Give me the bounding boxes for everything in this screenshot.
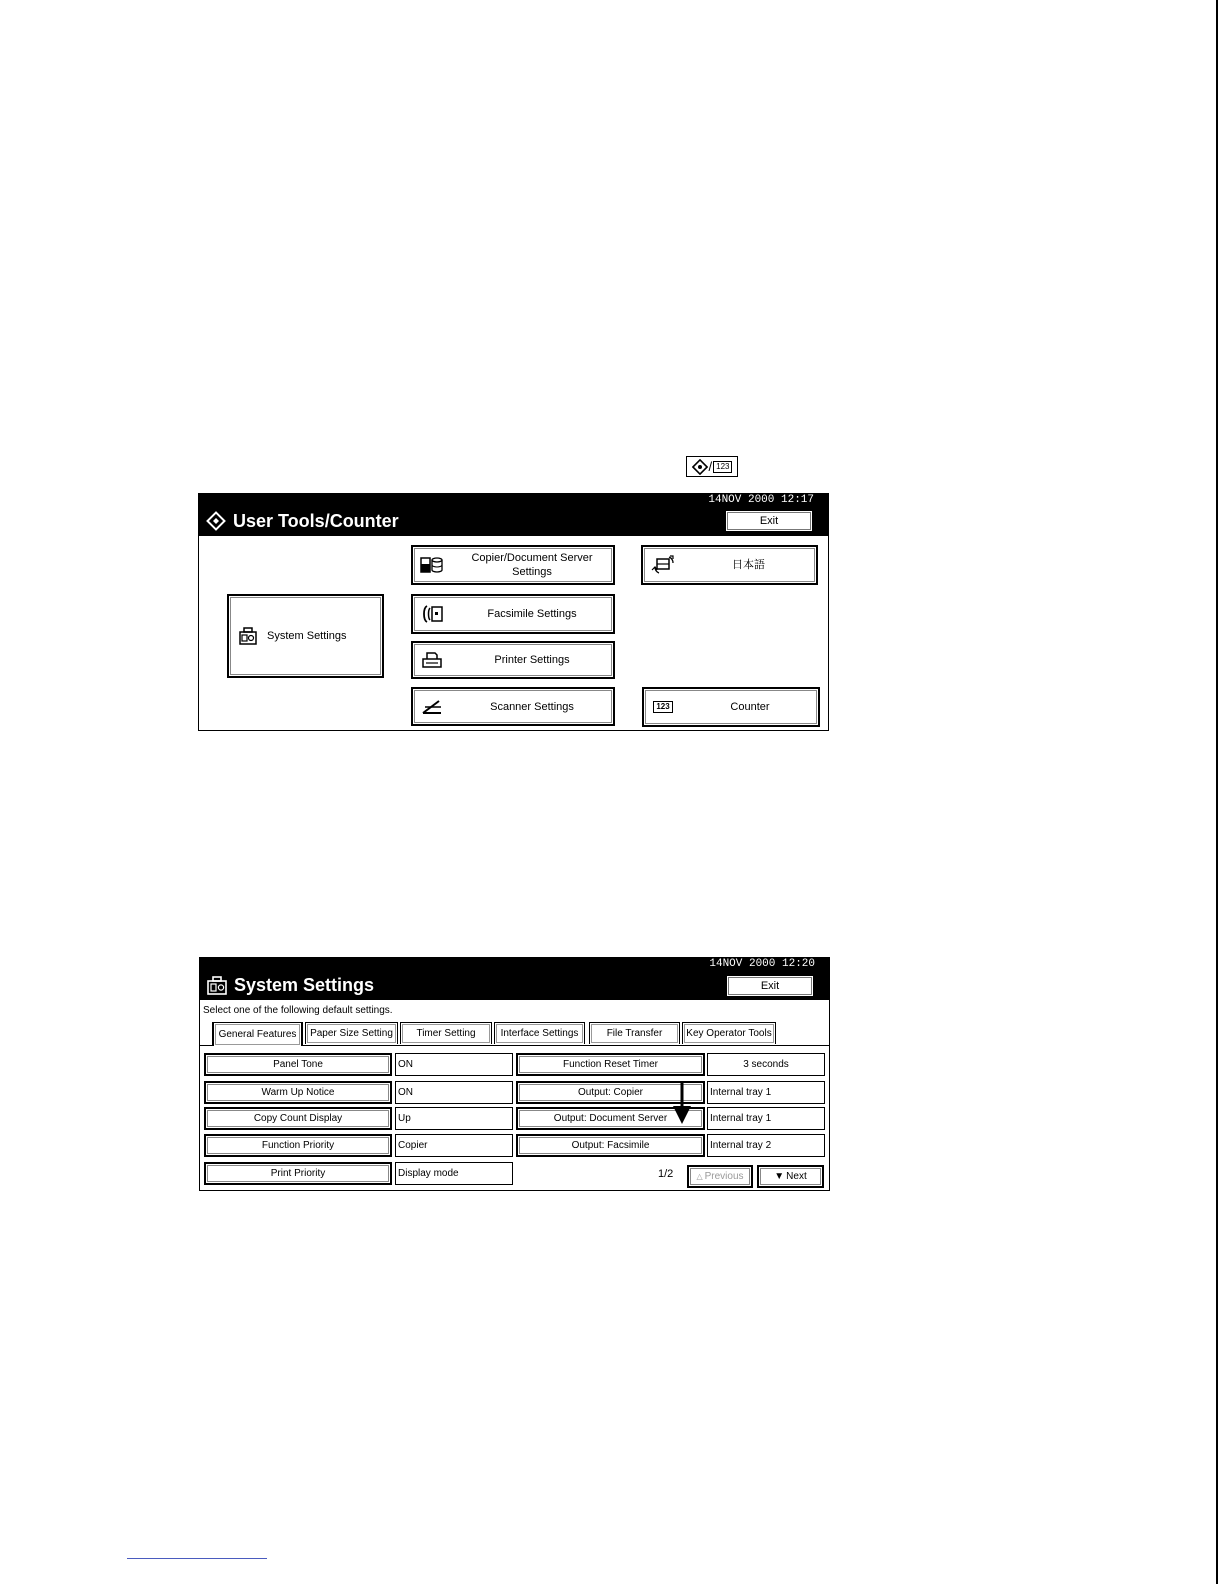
- system-settings-button[interactable]: System Settings: [227, 594, 384, 678]
- page-title: User Tools/Counter: [233, 510, 399, 531]
- counter-icon: 123: [644, 701, 682, 713]
- function-reset-timer-button[interactable]: Function Reset Timer: [516, 1053, 705, 1076]
- settings-tabs: [200, 1022, 829, 1046]
- function-priority-button[interactable]: Function Priority: [204, 1134, 392, 1157]
- copy-count-display-button[interactable]: Copy Count Display: [204, 1107, 392, 1130]
- language-switch-icon: [643, 555, 681, 575]
- page-edge-rule: [1216, 0, 1218, 1584]
- function-reset-timer-value: 3 seconds: [707, 1053, 825, 1076]
- tab-general-features[interactable]: General Features: [212, 1022, 303, 1046]
- printer-settings-button[interactable]: Printer Settings: [411, 641, 615, 679]
- page-title: System Settings: [234, 974, 375, 995]
- next-button[interactable]: ▼ Next: [757, 1165, 824, 1188]
- tab-interface-settings[interactable]: Interface Settings: [494, 1022, 585, 1044]
- scanner-icon: [413, 698, 451, 716]
- copier-document-server-settings-button[interactable]: Copier/Document Server Settings: [411, 545, 615, 585]
- triangle-down-icon: ▼: [774, 1171, 785, 1182]
- user-tools-counter-key: / 123: [686, 456, 738, 477]
- exit-button[interactable]: Exit: [725, 974, 815, 998]
- status-datetime: 14NOV 2000 12:17: [199, 494, 828, 506]
- instruction-text: Select one of the following default settings.: [203, 1005, 393, 1016]
- warm-up-notice-button[interactable]: Warm Up Notice: [204, 1081, 392, 1104]
- tab-timer-setting[interactable]: Timer Setting: [400, 1022, 492, 1044]
- output-document-server-value: Internal tray 1: [707, 1107, 825, 1130]
- user-tools-screen: [198, 493, 829, 731]
- counter-icon: 123: [713, 461, 732, 473]
- output-facsimile-value: Internal tray 2: [707, 1134, 825, 1157]
- copier-document-server-icon: [413, 556, 451, 574]
- output-document-server-button[interactable]: Output: Document Server: [516, 1107, 705, 1130]
- print-priority-button[interactable]: Print Priority: [204, 1162, 392, 1185]
- system-settings-icon: [229, 626, 267, 646]
- footnote-rule: [127, 1558, 267, 1559]
- facsimile-settings-button[interactable]: Facsimile Settings: [411, 594, 615, 634]
- panel-tone-value: ON: [395, 1053, 513, 1076]
- page-indicator: 1/2: [658, 1168, 674, 1180]
- system-settings-screen: [199, 957, 830, 1191]
- tab-paper-size-setting[interactable]: Paper Size Setting: [305, 1022, 398, 1044]
- previous-button[interactable]: △ Previous: [687, 1165, 753, 1188]
- double-chevron-up-icon: △: [696, 1172, 703, 1181]
- tab-file-transfer[interactable]: File Transfer: [589, 1022, 680, 1044]
- counter-button[interactable]: 123 Counter: [642, 687, 820, 727]
- exit-button[interactable]: Exit: [724, 509, 814, 533]
- language-button[interactable]: 日本語: [641, 545, 818, 585]
- down-arrow-icon: [672, 1082, 692, 1124]
- panel-tone-button[interactable]: Panel Tone: [204, 1053, 392, 1076]
- scanner-settings-button[interactable]: Scanner Settings: [411, 687, 615, 726]
- tab-key-operator-tools[interactable]: Key Operator Tools: [682, 1022, 776, 1044]
- warm-up-notice-value: ON: [395, 1081, 513, 1104]
- print-priority-value: Display mode: [395, 1162, 513, 1185]
- function-priority-value: Copier: [395, 1134, 513, 1157]
- facsimile-icon: [413, 604, 451, 624]
- output-facsimile-button[interactable]: Output: Facsimile: [516, 1134, 705, 1157]
- output-copier-value: Internal tray 1: [707, 1081, 825, 1104]
- user-tools-icon: [692, 459, 708, 475]
- status-datetime: 14NOV 2000 12:20: [200, 958, 829, 970]
- user-tools-icon: [203, 508, 229, 534]
- output-copier-button[interactable]: Output: Copier: [516, 1081, 705, 1104]
- printer-icon: [413, 651, 451, 669]
- copy-count-display-value: Up: [395, 1107, 513, 1130]
- system-settings-icon: [204, 972, 230, 998]
